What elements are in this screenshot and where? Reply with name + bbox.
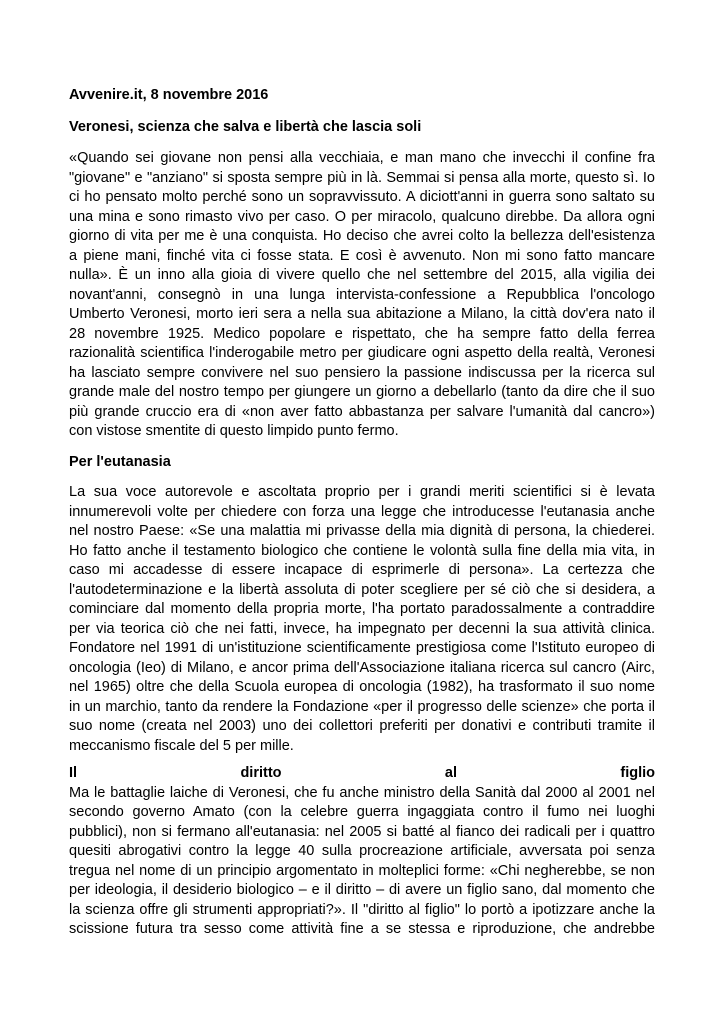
paragraph-eutanasia bbox=[69, 483, 655, 756]
paragraph-line: Ho fatto anche il testamento biologico che contiene le volontà sulla fine della mia vita, in bbox=[69, 542, 655, 559]
paragraph-line: pubblici), non si fermano all'eutanasia: nel 2005 si batté al fianco dei radicali per i quattro bbox=[69, 823, 655, 840]
paragraph-line: secondo governo Amato (con la celebre guerra ingaggiata contro il fumo nei luoghi bbox=[69, 804, 655, 820]
paragraph-line: nel 1965) oltre che della Scuola europea di oncologia (1982), ha trasformato il suo nome bbox=[69, 679, 655, 695]
paragraph-line: novant'anni, consegnò in una lunga intervista-confessione a Repubblica l'oncologo bbox=[69, 286, 655, 303]
paragraph-line: più grande cruccio era di «non aver fatto abbastanza per salvare l'umanità dal cancro») bbox=[69, 403, 655, 420]
paragraph-line: Fondatore nel 1991 di un'istituzione scientificamente prestigiosa come l'Istituto europeo di bbox=[69, 640, 655, 656]
paragraph-line: ci ho pensato molto perché sono un sopravvissuto. A diciott'anni in guerra sono saltato su bbox=[69, 189, 655, 205]
paragraph-line: la scienza offre gli strumenti appropriati?». Il "diritto al figlio" lo portò a ipotizzare anche la bbox=[69, 901, 655, 918]
paragraph-line: Umberto Veronesi, morto ieri sera a nella sua abitazione a Milano, la città dov'era nato il bbox=[69, 306, 655, 322]
paragraph-line: 28 novembre 1925. Medico popolare e rispettato, che ha sempre fatto della ferrea bbox=[69, 325, 655, 342]
article-headline-text: Veronesi, scienza che salva e libertà che lascia soli bbox=[69, 119, 422, 135]
paragraph-line: innumerevoli volte per chiedere con forza una legge che introducesse l'eutanasia anche bbox=[69, 503, 655, 520]
paragraph-line: "giovane" e "anziano" si sposta sempre più in là. Semmai si pensa alla morte, questo sì. Io bbox=[69, 169, 655, 186]
paragraph-line: suo nome (creata nel 2003) uno dei collettori preferiti per donativi e contributi tramite il bbox=[69, 718, 655, 734]
paragraph-line: grande male del nostro tempo per giungere un giorno a debellarlo (tanto da dire che il suo bbox=[69, 384, 655, 400]
paragraph-diritto-figlio bbox=[69, 764, 655, 940]
paragraph-line: in un marchio, tanto da rendere la Fondazione «per il progresso delle scienze» che porta il bbox=[69, 698, 655, 715]
paragraph-line: Ma le battaglie laiche di Veronesi, che fu anche ministro della Sanità dal 2000 al 2001 nel bbox=[69, 784, 655, 801]
section-heading: Il diritto al figlio bbox=[69, 765, 655, 781]
paragraph-line: per ideologia, il desiderio biologico – e il diritto – di avere un figlio sano, dal momento che bbox=[69, 882, 655, 898]
article-source bbox=[69, 86, 655, 106]
paragraph-line: nel nostro Paese: «Se una malattia mi privasse della mia dignità di persona, la chiederei. bbox=[69, 523, 655, 539]
paragraph-line: razionalità scientifica l'inderogabile metro per giudicare ogni aspetto della realtà, Veronesi bbox=[69, 345, 655, 361]
paragraph-line: caso mi accadesse di essere incapace di esprimerle di persona». La certezza che bbox=[69, 562, 655, 578]
paragraph-line: per via teorica ciò che nei fatti, invece, ha impegnato per decenni la sua attività clinica. bbox=[69, 620, 655, 637]
paragraph-line: «Quando sei giovane non pensi alla vecchiaia, e man mano che invecchi il confine fra bbox=[69, 150, 655, 166]
paragraph-line: nulla». È un inno alla gioia di vivere quello che nel settembre del 2015, alla vigilia dei bbox=[69, 267, 655, 283]
paragraph-line: l'autodeterminazione e la libertà assoluta di poter scegliere per sé ciò che si desidera, a bbox=[69, 581, 655, 598]
paragraph-line: una mina e sono rimasto vivo per caso. O per miracolo, qualcuno direbbe. Da allora ogni bbox=[69, 208, 655, 225]
paragraph-line: quesiti abrogativi contro la legge 40 sulla procreazione artificiale, avversata poi senza bbox=[69, 843, 655, 859]
paragraph-line: giorno di vita per me è una conquista. Ho deciso che avrei colto la bellezza dell'esistenza bbox=[69, 228, 655, 244]
section-heading-eutanasia bbox=[69, 453, 655, 473]
paragraph-intro bbox=[69, 149, 655, 442]
article-source-text: Avvenire.it, 8 novembre 2016 bbox=[69, 87, 269, 103]
paragraph-line: tregua nel nome di un principio argomentato in molteplici forme: «Chi negherebbe, se non bbox=[69, 862, 655, 879]
paragraph-line: oncologia (Ieo) di Milano, e ancor prima dell'Associazione italiana ricerca sul cancro (Airc, bbox=[69, 659, 655, 676]
paragraph-line: ha lasciato sempre convivere nel suo pensiero la passione indiscussa per la ricerca sul bbox=[69, 364, 655, 381]
paragraph-line: La sua voce autorevole e ascoltata proprio per i grandi meriti scientifici si è levata bbox=[69, 484, 655, 500]
paragraph-line: a piene mani, finché vita ci fosse stata. E così è avvenuto. Non mi sono fatto mancare bbox=[69, 247, 655, 264]
section-heading: Per l'eutanasia bbox=[69, 454, 171, 470]
paragraph-line: cominciare dal momento della propria morte, l'ha portato paradossalmente a contraddire bbox=[69, 601, 655, 617]
paragraph-line: scissione futura tra sesso come attività fine a se stessa e riproduzione, che andrebbe bbox=[69, 921, 655, 937]
paragraph-line: con vistose smentite di questo limpido punto fermo. bbox=[69, 423, 399, 439]
paragraph-line: meccanismo fiscale del 5 per mille. bbox=[69, 737, 294, 754]
article-headline bbox=[69, 118, 655, 138]
